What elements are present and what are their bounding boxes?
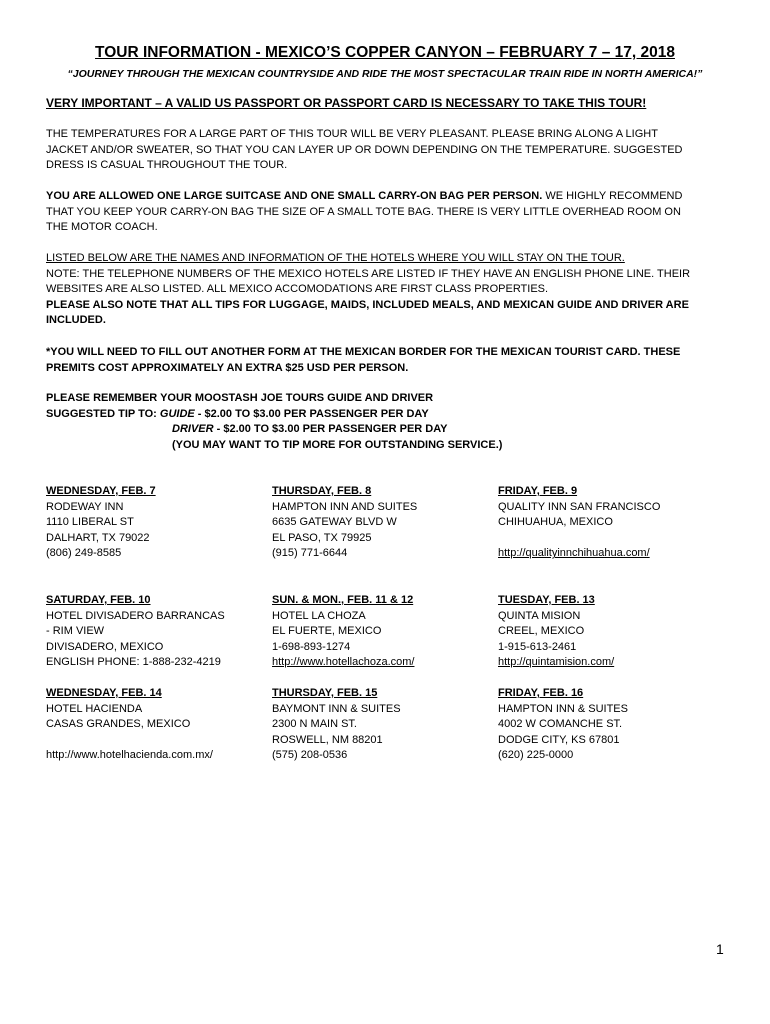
hotel-name: BAYMONT INN & SUITES <box>272 702 401 715</box>
hotels-listed-heading: LISTED BELOW ARE THE NAMES AND INFORMATION OF THE HOTELS WHERE YOU WILL STAY ON THE TOUR. <box>46 252 625 264</box>
hotel-city: CASAS GRANDES, MEXICO <box>46 718 191 731</box>
luggage-line-2: THAT YOU KEEP YOUR CARRY-ON BAG THE SIZE OF A SMALL TOTE BAG. THERE IS VERY LITTLE OVERHEAD ROOM ON <box>46 205 681 218</box>
hotel-address: 4002 W COMANCHE ST. <box>498 718 623 731</box>
hotel-date: THURSDAY, FEB. 15 <box>272 687 378 699</box>
hotel-date: WEDNESDAY, FEB. 7 <box>46 485 156 497</box>
hotel-phone: (575) 208-0536 <box>272 749 348 762</box>
hotel-date: SATURDAY, FEB. 10 <box>46 594 151 606</box>
page-title: TOUR INFORMATION - MEXICO’S COPPER CANYON – FEBRUARY 7 – 17, 2018 <box>95 44 675 61</box>
hotel-city: ROSWELL, NM 88201 <box>272 733 383 746</box>
hotel-city: EL PASO, TX 79925 <box>272 531 372 544</box>
hotel-city: CHIHUAHUA, MEXICO <box>498 516 613 529</box>
blank-line <box>46 733 213 749</box>
hotel-name: QUALITY INN SAN FRANCISCO <box>498 500 661 513</box>
hotel-name: RODEWAY INN <box>46 500 124 513</box>
hotel-phone: 1-915-613-2461 <box>498 640 577 653</box>
hotel-date: THURSDAY, FEB. 8 <box>272 485 372 497</box>
temperature-line-2: JACKET AND/OR SWEATER, SO THAT YOU CAN LAYER UP OR DOWN DEPENDING ON THE TEMPERATURE. SUGGESTED <box>46 143 683 156</box>
blank-line <box>498 531 660 547</box>
hotels-note-line-1: NOTE: THE TELEPHONE NUMBERS OF THE MEXICO HOTELS ARE LISTED IF THEY HAVE AN ENGLISH PHONE LINE. THEIR <box>46 267 691 280</box>
hotel-name: HOTEL LA CHOZA <box>272 609 366 622</box>
hotel-website-link[interactable]: http://qualityinnchihuahua.com/ <box>498 547 650 560</box>
tip-paragraph <box>46 391 736 453</box>
hotel-website-link[interactable]: http://www.hotelhacienda.com.mx/ <box>46 749 213 762</box>
hotel-city: CREEL, MEXICO <box>498 625 585 638</box>
border-line-1: *YOU WILL NEED TO FILL OUT ANOTHER FORM AT THE MEXICAN BORDER FOR THE MEXICAN TOURIST CARD. THESE <box>46 346 681 358</box>
tip-driver-line <box>46 422 736 438</box>
hotel-name-cont: - RIM VIEW <box>46 625 105 638</box>
hotels-note-paragraph <box>46 251 736 329</box>
luggage-recommend: WE HIGHLY RECOMMEND <box>542 190 683 202</box>
hotel-entry-feb-8 <box>272 484 417 562</box>
tip-driver-label: DRIVER <box>172 423 214 436</box>
luggage-allowance: YOU ARE ALLOWED ONE LARGE SUITCASE AND ONE SMALL CARRY-ON BAG PER PERSON. <box>46 190 543 202</box>
border-line-2: PREMITS COST APPROXIMATELY AN EXTRA $25 USD PER PERSON. <box>46 361 409 374</box>
tips-included-line-1: PLEASE ALSO NOTE THAT ALL TIPS FOR LUGGAGE, MAIDS, INCLUDED MEALS, AND MEXICAN GUIDE AND DRIVER ARE <box>46 298 689 311</box>
hotel-entry-feb-10 <box>46 593 225 671</box>
hotel-website-link[interactable]: http://quintamision.com/ <box>498 656 615 669</box>
hotel-phone: ENGLISH PHONE: 1-888-232-4219 <box>46 656 221 669</box>
temperature-line-3: DRESS IS CASUAL THROUGHOUT THE TOUR. <box>46 159 288 172</box>
page-number: 1 <box>716 941 724 957</box>
hotel-address: 2300 N MAIN ST. <box>272 718 357 731</box>
hotel-name: HAMPTON INN & SUITES <box>498 702 628 715</box>
hotel-entry-feb-16 <box>498 686 628 764</box>
tip-suggested-label: SUGGESTED TIP TO: <box>46 407 160 420</box>
hotel-phone: 1-698-893-1274 <box>272 640 351 653</box>
tip-remember: PLEASE REMEMBER YOUR MOOSTASH JOE TOURS GUIDE AND DRIVER <box>46 392 434 404</box>
tip-guide-label: GUIDE <box>159 407 195 420</box>
hotel-date: WEDNESDAY, FEB. 14 <box>46 687 162 699</box>
hotel-entry-feb-15 <box>272 686 401 764</box>
tip-guide-amount: - $2.00 TO $3.00 PER PASSENGER PER DAY <box>194 407 429 420</box>
hotel-phone: (915) 771-6644 <box>272 547 348 560</box>
hotel-city: DODGE CITY, KS 67801 <box>498 733 620 746</box>
passport-notice: VERY IMPORTANT – A VALID US PASSPORT OR PASSPORT CARD IS NECESSARY TO TAKE THIS TOUR! <box>46 96 647 110</box>
tip-guide-line <box>46 407 736 423</box>
border-paragraph <box>46 345 736 376</box>
hotels-note-line-2: WEBSITES ARE ALSO LISTED. ALL MEXICO ACCOMODATIONS ARE FIRST CLASS PROPERTIES. <box>46 283 549 296</box>
hotel-name: HAMPTON INN AND SUITES <box>272 500 418 513</box>
page-subtitle: “JOURNEY THROUGH THE MEXICAN COUNTRYSIDE AND RIDE THE MOST SPECTACULAR TRAIN RIDE IN NORTH AMERICA!” <box>67 68 703 80</box>
hotel-address: 6635 GATEWAY BLVD W <box>272 516 397 529</box>
hotel-entry-feb-9 <box>498 484 660 562</box>
hotel-city: DIVISADERO, MEXICO <box>46 640 164 653</box>
hotel-address: 1110 LIBERAL ST <box>46 516 134 529</box>
hotel-phone: (620) 225-0000 <box>498 749 574 762</box>
tips-included-line-2: INCLUDED. <box>46 314 106 327</box>
temperature-line-1: THE TEMPERATURES FOR A LARGE PART OF THIS TOUR WILL BE VERY PLEASANT. PLEASE BRING ALONG A LIGHT <box>46 128 658 140</box>
hotel-website-link[interactable]: http://www.hotellachoza.com/ <box>272 656 415 669</box>
hotel-name: HOTEL HACIENDA <box>46 702 143 715</box>
hotel-date: TUESDAY, FEB. 13 <box>498 594 595 606</box>
hotel-date: FRIDAY, FEB. 9 <box>498 485 578 497</box>
hotel-entry-feb-14 <box>46 686 213 764</box>
hotel-city: EL FUERTE, MEXICO <box>272 625 382 638</box>
temperature-paragraph <box>46 127 736 174</box>
luggage-line-3: THE MOTOR COACH. <box>46 221 158 234</box>
hotel-entry-feb-13 <box>498 593 614 671</box>
hotel-city: DALHART, TX 79022 <box>46 531 150 544</box>
luggage-paragraph <box>46 189 736 236</box>
hotel-date: FRIDAY, FEB. 16 <box>498 687 584 699</box>
tip-more-note: (YOU MAY WANT TO TIP MORE FOR OUTSTANDING SERVICE.) <box>172 438 503 451</box>
hotel-phone: (806) 249-8585 <box>46 547 122 560</box>
luggage-line-1 <box>46 189 736 205</box>
hotel-date: SUN. & MON., FEB. 11 & 12 <box>272 594 414 606</box>
hotel-entry-feb-11-12 <box>272 593 414 671</box>
hotel-name: QUINTA MISION <box>498 609 581 622</box>
tip-driver-amount: - $2.00 TO $3.00 PER PASSENGER PER DAY <box>213 423 448 436</box>
hotel-name: HOTEL DIVISADERO BARRANCAS <box>46 609 225 622</box>
hotel-entry-feb-7 <box>46 484 156 562</box>
